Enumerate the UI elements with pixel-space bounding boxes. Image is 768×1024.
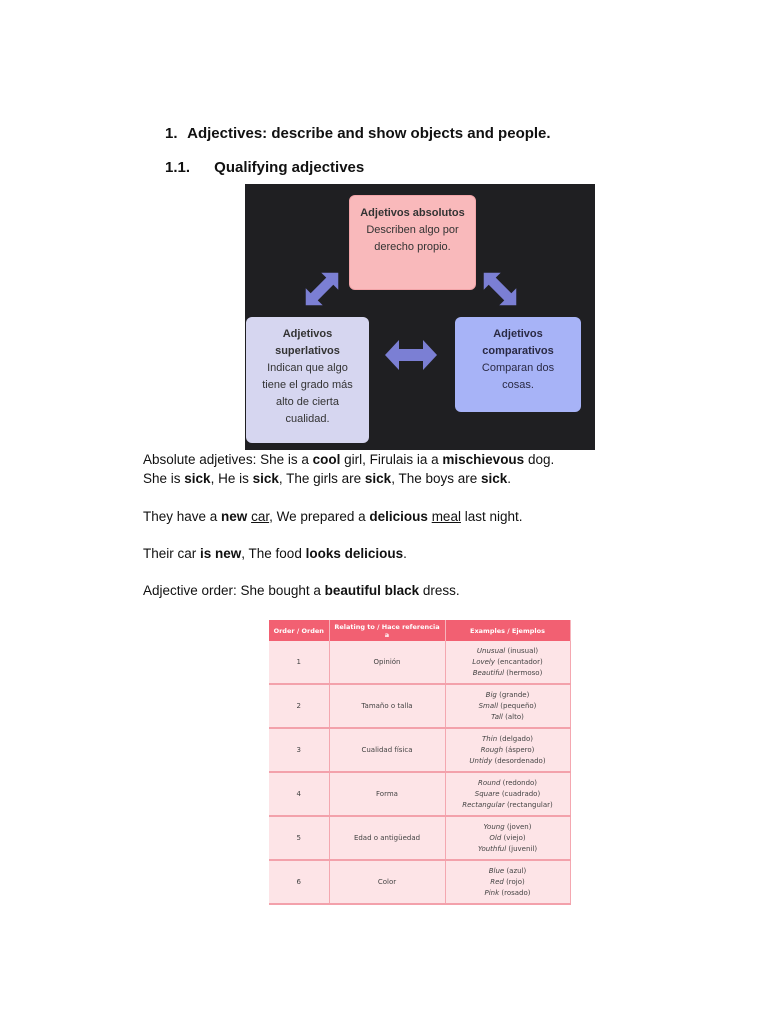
table-header-row xyxy=(269,620,570,641)
paragraph-attributive-examples xyxy=(143,509,523,524)
double-arrow-horizontal-icon xyxy=(383,334,439,376)
text: , The food xyxy=(241,546,306,561)
text: They have a xyxy=(143,509,222,524)
relating-cell: Edad o antigüedad xyxy=(329,816,445,860)
example-line xyxy=(448,822,568,833)
example-word: Rectangular xyxy=(462,800,505,809)
example-line xyxy=(448,866,568,877)
example-translation: (áspero) xyxy=(503,745,535,754)
text: She is xyxy=(143,471,185,486)
example-word: Thin xyxy=(482,734,498,743)
example-translation: (rosado) xyxy=(499,888,531,897)
example-word: Young xyxy=(483,822,505,831)
example-word: Untidy xyxy=(469,756,493,765)
example-translation: (alto) xyxy=(502,712,524,721)
column-header-examples: Examples / Ejemplos xyxy=(445,620,570,641)
examples-cell xyxy=(445,860,570,904)
column-header-relating: Relating to / Hace referencia a xyxy=(329,620,445,641)
table-row xyxy=(269,728,570,772)
underlined-word: car xyxy=(251,509,270,524)
bold-word: mischievous xyxy=(442,452,525,467)
example-word: Lovely xyxy=(472,657,496,666)
example-translation: (rojo) xyxy=(503,877,525,886)
example-word: Rough xyxy=(480,745,504,754)
example-word: Small xyxy=(478,701,499,710)
example-word: Unusual xyxy=(476,646,506,655)
example-line xyxy=(448,756,568,767)
example-line xyxy=(448,888,568,899)
relating-cell: Cualidad física xyxy=(329,728,445,772)
text: dog. xyxy=(524,452,555,467)
heading-text: Adjectives: describe and show objects and people. xyxy=(187,125,551,142)
example-line xyxy=(448,690,568,701)
order-cell: 3 xyxy=(269,728,329,772)
example-line xyxy=(448,734,568,745)
text: , The girls are xyxy=(278,471,365,486)
examples-cell xyxy=(445,816,570,860)
relating-cell: Opinión xyxy=(329,641,445,684)
example-word: Youthful xyxy=(477,844,507,853)
bold-word: cool xyxy=(312,452,341,467)
paragraph-predicative-examples xyxy=(143,546,407,561)
adjective-order-table xyxy=(269,620,571,905)
table-row xyxy=(269,772,570,816)
relating-cell: Color xyxy=(329,860,445,904)
table-row xyxy=(269,684,570,728)
table-row xyxy=(269,816,570,860)
text: , We prepared a xyxy=(269,509,370,524)
section-heading-1-1 xyxy=(165,159,364,176)
box-absolute-adjectives xyxy=(349,195,476,290)
underlined-word: meal xyxy=(431,509,461,524)
example-line xyxy=(448,789,568,800)
example-word: Pink xyxy=(484,888,500,897)
example-word: Big xyxy=(485,690,497,699)
text: , He is xyxy=(210,471,253,486)
example-line xyxy=(448,701,568,712)
example-line xyxy=(448,778,568,789)
bold-word: delicious xyxy=(369,509,428,524)
box-body: Comparan dos cosas. xyxy=(481,362,555,391)
example-translation: (desordenado) xyxy=(492,756,546,765)
box-body: Indican que algo tiene el grado más alto de cierta cualidad. xyxy=(262,362,353,425)
examples-cell xyxy=(445,641,570,684)
bold-word: sick xyxy=(252,471,279,486)
heading-number: 1.1. xyxy=(165,159,191,176)
paragraph-adjective-order xyxy=(143,583,460,598)
examples-cell xyxy=(445,684,570,728)
text: dress. xyxy=(419,583,460,598)
example-translation: (rectangular) xyxy=(504,800,553,809)
example-line xyxy=(448,668,568,679)
text: , The boys are xyxy=(391,471,481,486)
column-header-order: Order / Orden xyxy=(269,620,329,641)
double-arrow-right-diagonal-icon xyxy=(475,264,525,314)
box-comparative-adjectives xyxy=(455,317,581,412)
example-translation: (encantador) xyxy=(495,657,543,666)
text: Absolute adjetives: She is a xyxy=(143,452,313,467)
example-word: Blue xyxy=(488,866,505,875)
example-line xyxy=(448,657,568,668)
example-line xyxy=(448,800,568,811)
box-superlative-adjectives xyxy=(246,317,369,443)
example-word: Tall xyxy=(491,712,503,721)
example-word: Red xyxy=(490,877,504,886)
example-translation: (redondo) xyxy=(500,778,538,787)
text: Their car xyxy=(143,546,201,561)
text: girl, Firulais ia a xyxy=(340,452,443,467)
examples-cell xyxy=(445,728,570,772)
heading-text: Qualifying adjectives xyxy=(214,159,365,176)
box-body: Describen algo por derecho propio. xyxy=(366,224,459,253)
table-row xyxy=(269,860,570,904)
bold-word: looks delicious xyxy=(305,546,404,561)
box-title: Adjetivos comparativos xyxy=(482,328,554,357)
relating-cell: Forma xyxy=(329,772,445,816)
text: . xyxy=(403,546,407,561)
examples-cell xyxy=(445,772,570,816)
example-word: Round xyxy=(477,778,501,787)
adjective-order-table-image xyxy=(269,620,570,902)
example-translation: (grande) xyxy=(496,690,530,699)
bold-word: sick xyxy=(184,471,211,486)
bold-word: beautiful black xyxy=(324,583,420,598)
table-row xyxy=(269,641,570,684)
example-translation: (delgado) xyxy=(497,734,533,743)
example-word: Beautiful xyxy=(472,668,505,677)
example-translation: (juvenil) xyxy=(506,844,538,853)
adjectives-diagram xyxy=(245,184,595,450)
paragraph-sick-examples xyxy=(143,471,511,486)
text: . xyxy=(507,471,512,486)
order-cell: 1 xyxy=(269,641,329,684)
text: Adjective order: She bought a xyxy=(143,583,325,598)
bold-word: sick xyxy=(364,471,392,486)
example-line xyxy=(448,745,568,756)
order-cell: 6 xyxy=(269,860,329,904)
example-line xyxy=(448,833,568,844)
double-arrow-left-diagonal-icon xyxy=(297,264,347,314)
example-word: Square xyxy=(474,789,500,798)
text: last night. xyxy=(460,509,523,524)
paragraph-absolute-examples xyxy=(143,452,554,467)
example-translation: (cuadrado) xyxy=(499,789,541,798)
example-translation: (azul) xyxy=(504,866,527,875)
order-cell: 5 xyxy=(269,816,329,860)
order-cell: 4 xyxy=(269,772,329,816)
example-translation: (pequeño) xyxy=(498,701,537,710)
relating-cell: Tamaño o talla xyxy=(329,684,445,728)
box-title: Adjetivos absolutos xyxy=(360,207,465,219)
heading-number: 1. xyxy=(165,125,178,142)
example-translation: (viejo) xyxy=(501,833,526,842)
bold-word: new xyxy=(221,509,248,524)
order-cell: 2 xyxy=(269,684,329,728)
example-translation: (joven) xyxy=(504,822,532,831)
example-line xyxy=(448,877,568,888)
example-line xyxy=(448,844,568,855)
bold-word: is new xyxy=(200,546,242,561)
example-line xyxy=(448,646,568,657)
bold-word: sick xyxy=(481,471,508,486)
section-heading-1 xyxy=(165,125,551,142)
example-line xyxy=(448,712,568,723)
example-translation: (inusual) xyxy=(505,646,539,655)
example-word: Old xyxy=(489,833,502,842)
example-translation: (hermoso) xyxy=(504,668,543,677)
box-title: Adjetivos superlativos xyxy=(275,328,340,357)
